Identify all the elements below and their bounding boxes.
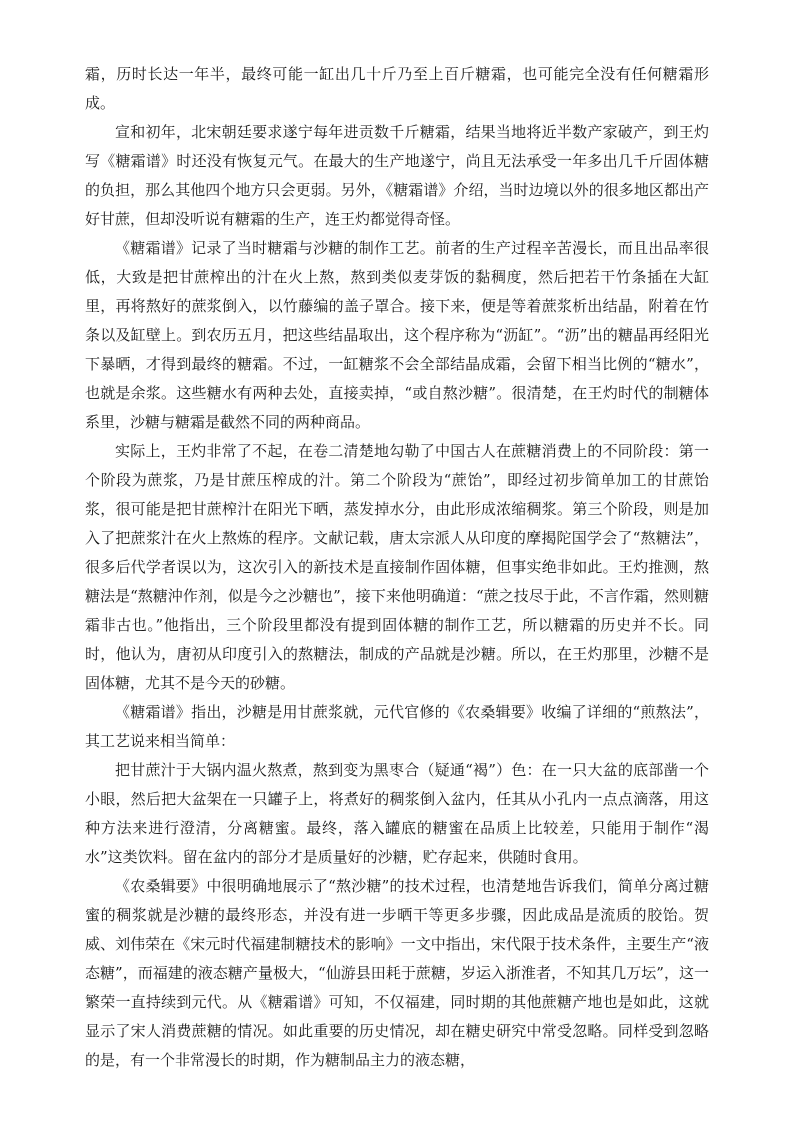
quoted-paragraph: 把甘蔗汁于大锅内温火熬煮，熬到变为黑枣合（疑通“褐”）色：在一只大盆的底部凿一个小眼，然后把大盆架在一只罐子上，将煮好的稠浆倒入盆内，任其从小孔内一点点滴落，用这种方法来进行澄清，分离糖蜜。最终，落入罐底的糖蜜在品质上比较差，只能用于制作“渴水”这类饮料。留在盆内的部分才是质量好的沙糖，贮存起来，供随时食用。 (85, 761, 709, 866)
paragraph: 《农桑辑要》中很明确地展示了“熬沙糖”的技术过程，也清楚地告诉我们，简单分离过糖蜜的稠浆就是沙糖的最终形态，并没有进一步晒干等更多步骤，因此成品是流质的胶饴。贺威、刘伟荣在《宋元时代福建制糖技术的影响》一文中指出，宋代限于技术条件，主要生产“液态糖”，而福建的液态糖产量极大，“仙游县田耗于蔗糖，岁运入浙淮者，不知其几万坛”，这一繁荣一直持续到元代。从《糖霜谱》可知，不仅福建，同时期的其他蔗糖产地也是如此，这就显示了宋人消费蔗糖的情况。如此重要的历史情况，却在糖史研究中常受忽略。同样受到忽略的是，有一个非常漫长的时期，作为糖制品主力的液态糖， (85, 877, 709, 1069)
paragraph: 霜，历时长达一年半，最终可能一缸出几十斤乃至上百斤糖霜，也可能完全没有任何糖霜形成。 (85, 65, 709, 112)
document-body (85, 60, 709, 1075)
paragraph: 实际上，王灼非常了不起，在卷二清楚地勾勒了中国古人在蔗糖消费上的不同阶段：第一个阶段为蔗浆，乃是甘蔗压榨成的汁。第二个阶段为“蔗饴”，即经过初步简单加工的甘蔗饴浆，很可能是把甘蔗榨汁在阳光下晒，蒸发掉水分，由此形成浓缩稠浆。第三个阶段，则是加入了把蔗浆汁在火上熬炼的程序。文献记载，唐太宗派人从印度的摩揭陀国学会了“熬糖法”，很多后代学者误以为，这次引入的新技术是直接制作固体糖，但事实绝非如此。王灼推测，熬糖法是“熬糖沖作剂，似是今之沙糖也”，接下来他明确道：“蔗之技尽于此，不言作霜，然则糖霜非古也。”他指出，三个阶段里都没有提到固体糖的制作工艺，所以糖霜的历史并不长。同时，他认为，唐初从印度引入的熬糖法，制成的产品就是沙糖。所以，在王灼那里，沙糖不是固体糖，尤其不是今天的砂糖。 (85, 442, 709, 692)
paragraph: 宣和初年，北宋朝廷要求遂宁每年进贡数千斤糖霜，结果当地将近半数产家破产，到王灼写《糖霜谱》时还没有恢复元气。在最大的生产地遂宁，尚且无法承受一年多出几千斤固体糖的负担，那么其他四个地方只会更弱。另外，《糖霜谱》介绍，当时边境以外的很多地区都出产好甘蔗，但却没听说有糖霜的生产，连王灼都觉得奇怪。 (85, 123, 709, 228)
paragraph: 《糖霜谱》记录了当时糖霜与沙糖的制作工艺。前者的生产过程辛苦漫长，而且出品率很低，大致是把甘蔗榨出的汁在火上熬，熬到类似麦芽饭的黏稠度，然后把若干竹条插在大缸里，再将熬好的蔗浆倒入，以竹藤编的盖子罩合。接下来，便是等着蔗浆析出结晶，附着在竹条以及缸壁上。到农历五月，把这些结晶取出，这个程序称为“沥缸”。“沥”出的糖晶再经阳光下暴晒，才得到最终的糖霜。不过，一缸糖浆不会全部结晶成霜，会留下相当比例的“糖水”，也就是余浆。这些糖水有两种去处，直接卖掉，“或自熬沙糖”。很清楚，在王灼时代的制糖体系里，沙糖与糖霜是截然不同的两种商品。 (85, 239, 709, 431)
paragraph: 《糖霜谱》指出，沙糖是用甘蔗浆就，元代官修的《农桑辑要》收编了详细的“煎熬法”，其工艺说来相当简单： (85, 703, 709, 750)
